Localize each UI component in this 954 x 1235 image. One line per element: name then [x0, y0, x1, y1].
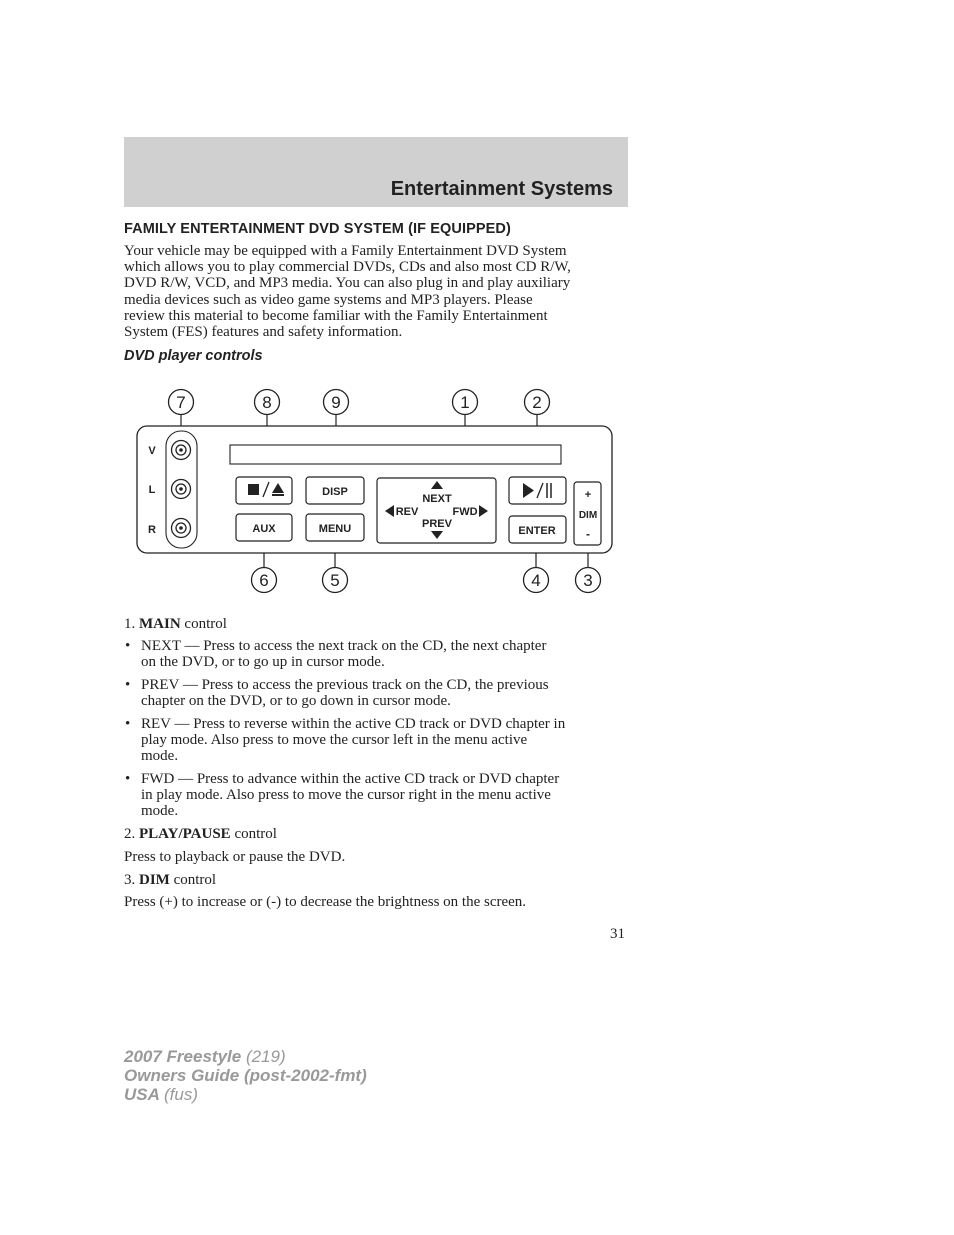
item-term: DIM: [139, 872, 170, 888]
bullet-line: on the DVD, or to go up in cursor mode.: [141, 654, 385, 671]
item-number: 3.: [124, 872, 136, 888]
callout-number: 5: [330, 571, 340, 590]
callout-number: 3: [583, 571, 593, 590]
section-title: FAMILY ENTERTAINMENT DVD SYSTEM (IF EQUIPPED): [124, 221, 511, 237]
disp-button[interactable]: [306, 477, 364, 504]
intro-line: which allows you to play commercial DVDs, CDs and also most CD R/W,: [124, 259, 571, 276]
jack-l[interactable]: [172, 480, 191, 499]
intro-line: Your vehicle may be equipped with a Family Entertainment DVD System: [124, 243, 567, 259]
stop-icon: [248, 484, 259, 495]
footer-model: 2007 Freestyle: [124, 1047, 242, 1066]
dim-plus-label: +: [584, 489, 592, 501]
footer: [124, 1047, 367, 1104]
subheading: DVD player controls: [124, 348, 263, 364]
bullet-dot: •: [125, 638, 131, 654]
disp-label: DISP: [322, 486, 348, 498]
item-term: MAIN: [139, 616, 181, 632]
bullet-line: REV — Press to reverse within the active CD track or DVD chapter in: [141, 716, 566, 732]
footer-guide: Owners Guide (post-2002-fmt): [124, 1066, 367, 1085]
item-main: [124, 616, 227, 632]
bullet-line: mode.: [141, 748, 179, 765]
next-label: NEXT: [422, 493, 452, 505]
item-number: 2.: [124, 826, 136, 842]
menu-button[interactable]: [306, 514, 364, 541]
bullet-fwd: [124, 771, 629, 820]
play-pause-button[interactable]: [509, 477, 566, 504]
bullet-dot: •: [125, 771, 131, 787]
menu-label: MENU: [318, 523, 352, 535]
intro-line: DVD R/W, VCD, and MP3 media. You can also plug in and play auxiliary: [124, 275, 571, 292]
header-title: Entertainment Systems: [390, 178, 613, 200]
disc-slot: [230, 445, 561, 464]
bullet-line: chapter on the DVD, or to go down in cursor mode.: [141, 693, 451, 710]
jack-label: V: [148, 445, 156, 457]
bullet-rev: [124, 716, 629, 765]
callout-number: 7: [176, 393, 186, 412]
item-suffix: control: [173, 872, 217, 888]
fwd-label: FWD: [452, 506, 478, 518]
jack-label: R: [148, 524, 156, 536]
enter-label: ENTER: [518, 525, 556, 537]
item-number: 1.: [124, 616, 136, 632]
callout-number: 6: [259, 571, 269, 590]
item-dim: [124, 872, 216, 888]
callout-number: 8: [262, 393, 272, 412]
bullet-line: NEXT — Press to access the next track on the CD, the next chapter: [141, 638, 547, 654]
footer-model-code: (219): [245, 1047, 286, 1066]
item-suffix: control: [184, 616, 227, 632]
bullet-line: mode.: [141, 803, 179, 820]
footer-market-code: (fus): [164, 1085, 198, 1104]
dim-description: Press (+) to increase or (-) to decrease the brightness on the screen.: [124, 894, 527, 910]
intro-line: review this material to become familiar with the Family Entertainment: [124, 307, 548, 324]
jack-label: L: [148, 484, 156, 496]
dim-rocker[interactable]: [574, 482, 601, 545]
dvd-controls-diagram: [130, 385, 620, 600]
page-header: [124, 137, 628, 207]
prev-label: PREV: [422, 518, 452, 530]
footer-market: USA: [124, 1085, 160, 1104]
bullet-line: FWD — Press to advance within the active CD track or DVD chapter: [141, 771, 560, 787]
dim-minus-label: -: [586, 527, 590, 541]
main-control-pad[interactable]: [377, 478, 496, 543]
item-suffix: control: [234, 826, 277, 842]
item-play-pause: [124, 826, 277, 842]
bullet-prev: [124, 677, 629, 709]
jack-v[interactable]: [172, 441, 191, 460]
callout-number: 4: [531, 571, 541, 590]
intro-line: media devices such as video game systems and MP3 players. Please: [124, 291, 533, 308]
bullet-next: [124, 638, 629, 670]
enter-button[interactable]: [509, 516, 566, 543]
aux-label: AUX: [252, 523, 276, 535]
intro-paragraph: [124, 243, 629, 340]
bullet-line: play mode. Also press to move the cursor left in the menu active: [141, 732, 528, 749]
page-number: 31: [610, 926, 625, 942]
jack-r[interactable]: [172, 519, 191, 538]
intro-line: System (FES) features and safety information.: [124, 324, 403, 341]
rev-label: REV: [395, 506, 419, 518]
bullet-line: in play mode. Also press to move the cursor right in the menu active: [141, 787, 551, 804]
aux-button[interactable]: [236, 514, 292, 541]
bullet-line: PREV — Press to access the previous track on the CD, the previous: [141, 677, 549, 693]
bullet-dot: •: [125, 677, 131, 693]
callout-number: 2: [532, 393, 542, 412]
callout-number: 1: [460, 393, 470, 412]
dim-label: DIM: [578, 510, 598, 521]
play-pause-description: Press to playback or pause the DVD.: [124, 849, 346, 865]
item-term: PLAY/PAUSE: [139, 826, 231, 842]
stop-eject-button[interactable]: [236, 477, 292, 504]
bullet-dot: •: [125, 716, 131, 732]
callout-number: 9: [331, 393, 341, 412]
